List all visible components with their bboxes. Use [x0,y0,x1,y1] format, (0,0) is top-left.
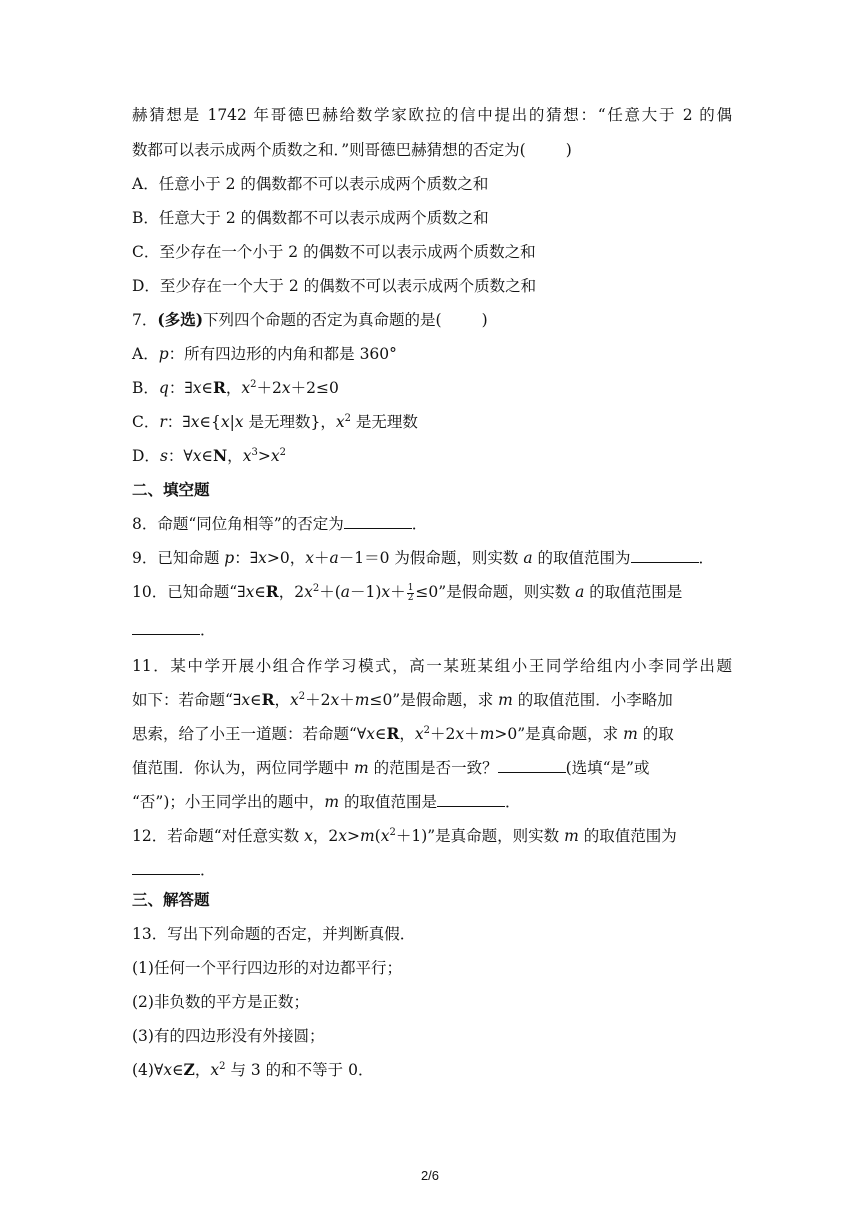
q12-line-1: 12．若命题“对任意实数 x，$2x>m(x^2+1)$”是真命题，则实数 m 的取值范围为 [132,826,677,845]
q11-line-3: 思索，给了小王一道题：若命题“∀x∈R，$x^2+2x+m>0$”是真命题，求 m 的取 [132,724,674,743]
section-answer-heading: 三、解答题 [132,890,210,909]
q12-answer-blank [132,860,200,875]
q6-option-b: B．任意大于 2 的偶数都不可以表示成两个质数之和 [132,209,489,227]
q6-line-2: 数都可以表示成两个质数之和．”则哥德巴赫猜想的否定为( ) [132,141,572,159]
q6-option-d: D．至少存在一个大于 2 的偶数不可以表示成两个质数之和 [132,277,537,295]
section-fill-in-heading: 二、填空题 [132,480,210,499]
q11-line-4: 值范围．你认为，两位同学题中 m 的范围是否一致？ (选填“是”或 [132,759,650,777]
q8-line: 8．命题“同位角相等”的否定为 ． [132,515,428,533]
q9-line: 9．已知命题 p：∃x>0，x＋a－1＝0 为假命题，则实数 a 的取值范围为 ． [132,549,715,567]
q11-answer-blank-1 [498,758,566,773]
q7-option-a: A．p：所有四边形的内角和都是 360° [132,345,397,363]
q9-answer-blank [631,548,699,563]
page-number: 2/6 [420,1168,440,1183]
q10-line-1: 10．已知命题“∃x∈R，$2x^2+(a-1)x+$ $\frac{1}{2}$ ≤0”是假命题，则实数 a 的取值范围是 [132,582,683,603]
fraction-one-half: $\frac{1}{2}$ [407,582,414,603]
q6-option-a: A．任意小于 2 的偶数都不可以表示成两个质数之和 [132,175,489,193]
q11-line-2: 如下：若命题“∃x∈R，$x^2+2x+m\le 0$”是假命题，求 m 的取值范围．小李略加 [132,690,673,709]
q13-stem: 13．写出下列命题的否定，并判断真假． [132,925,416,943]
q7-stem: 7．(多选)下列四个命题的否定为真命题的是( ) [132,310,488,329]
q10-line-2: ． [132,619,732,641]
q13-part-4: (4)∀x∈Z，$x^2$ 与 3 的和不等于 0． [132,1060,374,1079]
q7-option-b: B．q：∃x∈R，$x^2+2x+2\le 0$ [132,378,339,397]
q7-option-d: D．s：∀x∈N，$x^3>x^2$ [132,446,286,465]
q13-part-1: (1)任何一个平行四边形的对边都平行； [132,959,402,977]
q6-line-1: 赫猜想是 1742 年哥德巴赫给数学家欧拉的信中提出的猜想：“任意大于 2 的偶 [132,106,732,124]
q6-option-c: C．至少存在一个小于 2 的偶数不可以表示成两个质数之和 [132,243,536,261]
q10-answer-blank [132,620,200,635]
q13-part-3: (3)有的四边形没有外接圆； [132,1027,325,1045]
q8-answer-blank [344,514,412,529]
q12-line-2: ． [132,859,732,881]
q7-option-c: C．r：∃x∈{x|x 是无理数}，$x^2$ 是无理数 [132,412,418,431]
q11-answer-blank-2 [437,792,505,807]
q11-line-5: “否”)；小王同学出的题中，m 的取值范围是 ． [132,793,521,811]
q13-part-2: (2)非负数的平方是正数； [132,993,309,1011]
q11-line-1: 11．某中学开展小组合作学习模式，高一某班某组小王同学给组内小李同学出题 [132,657,732,675]
